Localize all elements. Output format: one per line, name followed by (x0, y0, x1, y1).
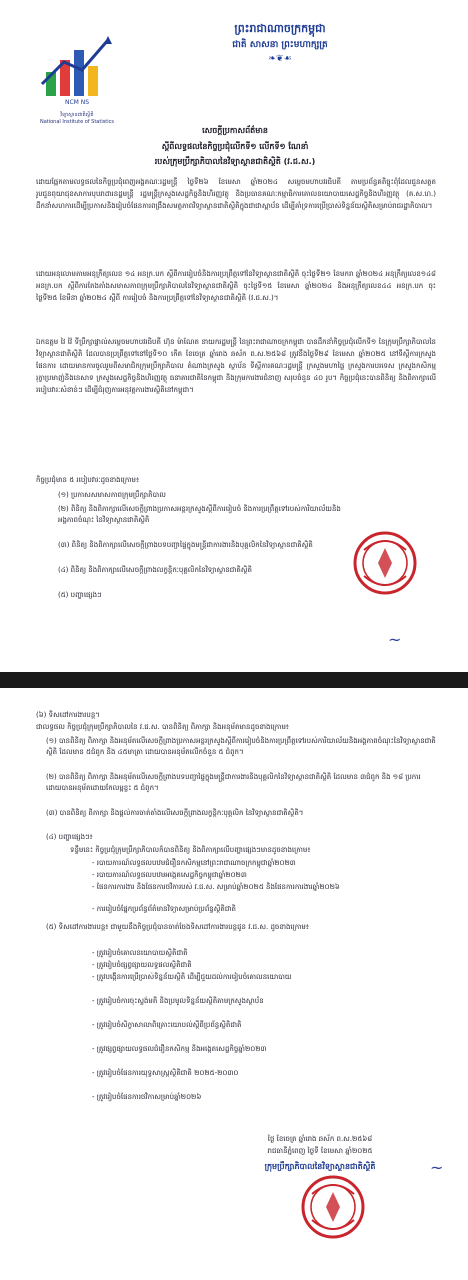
other-intro: ទន្ទឹមនេះ កិច្ចប្រជុំក្រុមប្រឹក្សាភិបាលក៏បានពិនិត្យ និងពិភាក្សាលើបញ្ហាផ្សេងៗមានដូចខាងក្រោម៖ (70, 846, 311, 854)
official-stamp (352, 530, 418, 596)
direction-item: - ត្រូវរៀបចំផ្សព្វផ្សាយលទ្ធផលស្ថិតិជាតិ (92, 961, 192, 969)
date-lunar: ថ្ងៃ ខែចេត្រ ឆ្នាំរោង ឆស័ក ព.ស.២៥៦៨ (267, 1135, 373, 1143)
agenda-item-6: (៦) ទិសដៅការងារបន្ត។ (36, 711, 100, 719)
direction-item: - ត្រូវរៀបចំផែនការយុទ្ធសាស្ត្រស្ថិតិជាតិ ២០២៥-២០៣០ (92, 1069, 239, 1077)
agenda-item: (៥) បញ្ហាផ្សេងៗ (58, 591, 102, 599)
document-title: សេចក្ដីប្រកាសព័ត៌មាន (202, 126, 268, 135)
other-item: - របាយការណ៍លទ្ធផលបឋមអង្កេតសេដ្ឋកិច្ចកម្ពុជាឆ្នាំ២០២៣ (92, 871, 247, 879)
agenda-item: (២) ពិនិត្យ និងពិភាក្សាលើសេចក្ដីព្រាងប្រកាសអន្តរក្រសួងស្ដីពីការរៀបចំ និងការប្រព្រឹត្តទៅរបស់ការិយាល័យនិងអង្គភាពចំណុះ នៃវិទ្យាស្ថានជាតិស្ថិតិ (58, 505, 341, 524)
agenda-item: (១) ប្រកាសសមាសភាពក្រុមប្រឹក្សាភិបាល (58, 491, 166, 499)
official-stamp (300, 1174, 366, 1240)
kingdom-title: ព្រះរាជាណាចក្រកម្ពុជា (234, 22, 326, 35)
document-subtitle-2: របស់ក្រុមប្រឹក្សាភិបាលនៃវិទ្យាស្ថានជាតិស្ថិតិ (វ.ជ.ស.) (154, 157, 316, 166)
outcome-item: (៣) បានពិនិត្យ ពិភាក្សា និងផ្ដល់ការចាត់តាំងលើសេចក្ដីព្រាងលក្ខន្តិកៈបុគ្គលិក នៃវិទ្យាស្ថានជាតិស្ថិតិ។ (46, 809, 304, 817)
signature-mark: ~ (388, 630, 402, 649)
kingdom-header (135, 20, 425, 66)
paragraph-1: ដោយផ្អែកតាមលទ្ធផលនៃកិច្ចប្រជុំពេញអង្គគណៈរដ្ឋមន្ត្រី ថ្ងៃទី២៦ ខែមេសា ឆ្នាំ២០២៤ សម្ដេចមហាបវរធិបតី តាមប្រព័ន្ធគតិច្ចុះពុំដែលជួនសត្ថតរូបជួនពុយាជុខសាការបុបរាដារនដ្ឋមន្ត្រី រដ្ឋមន្ត្រីក្រសួងសេដ្ឋកិច្ចនិងហិរញ្ញវត្ថុ និងប្រធានគណៈកម្មាធិការគោលនយោបាយសេដ្ឋកិច្ចនិងហិរញ្ញវត្ថុ (គ.ស.ហ.) ដឹកនាំសហការដើម្បីប្រកាសនិងរៀបចំផែនការពង្រឹងសមត្ថភាពវិទ្យាស្ថានជាតិស្ថិតិក្នុងជាជាស្ពាប័ន ដើម្បីគាំទ្រការប្រើប្រាស់ទិន្នន័យស្ថិតិសម្រាប់រាជរដ្ឋាភិបាល។ (36, 178, 436, 210)
date-solar: រាជធានីភ្នំពេញ ថ្ងៃទី ខែមេសា ឆ្នាំ២០២៥ (267, 1147, 373, 1155)
paragraph-3: ឯកឧត្តម វៃ វ៉ៃ ទីប្រឹក្សាផ្ទាល់សម្ដេចមហាបវរធិបតី ហ៊ុន ម៉ាណែត នាយករដ្ឋមន្ត្រី នៃព្រះរាជាណាចក្រកម្ពុជា បានដឹកនាំកិច្ចប្រជុំលើកទី១ នៃក្រុមប្រឹក្សាភិបាលនៃវិទ្យាស្ថានជាតិស្ថិតិ ដែលបានប្រព្រឹត្តទៅនៅថ្ងៃទី១០ កើត ខែចេត្រ ឆ្នាំរោង ឆស័ក ព.ស.២៥៦៨ ត្រូវនឹងថ្ងៃទី២៩ ខែមេសា ឆ្នាំ២០២៥ នៅទីស្ដីការក្រសួងផែនការ ដោយមានការចូលរួមពីសមាជិកក្រុមប្រឹក្សាភិបាល តំណាងក្រសួង ស្ថាប័ន ទីស្ដីការគណៈរដ្ឋមន្ត្រី ក្រសួងមហាផ្ទៃ ក្រសួងការបរទេស ក្រសួងកសិកម្ម រុក្ខាប្រមាញ់និងនេសាទ ក្រសួងសេដ្ឋកិច្ចនិងហិរញ្ញវត្ថុ ធនាគារជាតិនៃកម្ពុជា និងក្រុមការងារជំនាញ សរុបចំនួន ៤០ រូប។ កិច្ចប្រជុំនេះបានពិនិត្យ និងពិភាក្សាលើរបៀបវារៈសំខាន់ៗ ដើម្បីជំរុញការអនុវត្តការងារស្ថិតិនៅកម្ពុជា។ (36, 338, 436, 394)
agenda-intro: កិច្ចប្រជុំមាន ៥ របៀបវារៈដូចខាងក្រោម៖ (36, 476, 140, 484)
document-subtitle-1: ស្ដីពីលទ្ធផលនៃកិច្ចប្រជុំលើកទី១ លើកទី១ ណែនាំ (161, 142, 309, 151)
direction-item: - ត្រូវរៀបចំសិក្ខាសាលាពិគ្រោះយោបល់ស្ដីពីប្រព័ន្ធស្ថិតិជាតិ (92, 1021, 242, 1029)
other-item: - ការរៀបចំផ្នែកប្រព័ន្ធព័ត៌មានវិទ្យាសម្រាប់ប្រព័ន្ធស្ថិតិជាតិ (92, 905, 236, 913)
direction-item: - ត្រូវរៀបចំគោលនយោបាយស្ថិតិជាតិ (92, 949, 188, 957)
page-separator (0, 672, 468, 688)
nis-logo (38, 32, 116, 108)
signature-mark: ~ (430, 1158, 444, 1177)
logo-letters: NCM NS (64, 99, 90, 106)
national-motto: ជាតិ សាសនា ព្រះមហាក្សត្រ (232, 40, 328, 50)
direction-item: - ត្រូវរៀបចំការចុះស្ទង់មតិ និងប្រមូលទិន្នន័យស្ថិតិតាមក្រសួងស្ថាប័ន (92, 997, 264, 1005)
other-item: - ផែនការការងារ និងផែនការថវិការបស់ វ.ជ.ស. សម្រាប់ឆ្នាំ២០២៥ និងផែនការការងារឆ្នាំ២០២៦ (92, 883, 340, 891)
outcome-item: (២) បានពិនិត្យ ពិភាក្សា និងអនុម័តលើសេចក្ដីព្រាងបទបញ្ជាផ្ទៃក្នុងមន្ត្រីជាការងារនិងបុគ្គលិកនៃវិទ្យាស្ថានជាតិស្ថិតិ ដែលមាន ៣ជំពូក និង ១៨ ប្រការ ដោយបានអនុម័តដោយកែលម្អខ្លះ ៥ ជំពូក។ (46, 773, 421, 792)
directions-intro: (៥) ទិសដៅការងារបន្ត៖ ជាមួយនឹងកិច្ចប្រជុំបានចាត់ចែងទិសដៅការងារបន្តជូន វ.ជ.ស. ដូចខាងក្រោម៖ (46, 923, 309, 931)
document-page-2 (0, 688, 468, 1280)
logo-caption-en: National Institute of Statistics (39, 119, 115, 125)
agenda-item: (៣) ពិនិត្យ និងពិភាក្សាលើសេចក្ដីព្រាងបទបញ្ជាផ្ទៃក្នុងមន្ត្រីជាការងារនិងបុគ្គលិកនៃវិទ្យាស្ថានជាតិស្ថិតិ (58, 541, 313, 549)
direction-item: - ត្រូវរៀបចំផែនការថវិកាសម្រាប់ឆ្នាំ២០២៦ (92, 1093, 202, 1101)
signatory-title: ក្រុមប្រឹក្សាភិបាលនៃវិទ្យាស្ថានជាតិស្ថិតិ (264, 1162, 376, 1171)
other-item: - របាយការណ៍លទ្ធផលបឋមជំរឿនកសិកម្មនៅព្រះរាជាណាចក្រកម្ពុជាឆ្នាំ២០២៣ (92, 859, 296, 867)
paragraph-2: ដោយអនុលោមតាមអនុក្រឹត្យលេខ ១៤ អនក្រ.បក ស្ដីពីការរៀបចំនិងការប្រព្រឹត្តទៅនៃវិទ្យាស្ថានជាតិស្ថិតិ ចុះថ្ងៃទី២១ ខែមករា ឆ្នាំ២០២៤ អនុក្រឹត្យលេខ១៤៨ អនក្រ.បក ស្ដីពីការតែងតាំងសមាសភាពក្រុមប្រឹក្សាភិបាលនៃវិទ្យាស្ថានជាតិស្ថិតិ ចុះថ្ងៃទី១៥ ខែមេសា ឆ្នាំ២០២៤ និងអនុក្រឹត្យលេខ៤៤ អនក្រ.បក ចុះថ្ងៃទី២៥ ខែមីនា ឆ្នាំ២០២៤ ស្ដីពី ការរៀបចំ និងការប្រព្រឹត្តទៅនៃវិទ្យាស្ថានជាតិស្ថិតិ (វ.ជ.ស.)។ (36, 270, 436, 302)
direction-item: - ត្រូវបង្កើនការប្រើប្រាស់ទិន្នន័យស្ថិតិ ដើម្បីជួយដល់ការរៀបចំគោលនយោបាយ (92, 973, 292, 981)
ornament-divider: ❧❦☙ (268, 54, 292, 64)
outcome-item: (៤) បញ្ហាផ្សេងៗ៖ (46, 833, 93, 841)
outcome-item: (១) បានពិនិត្យ ពិភាក្សា និងអនុម័តលើសេចក្ដីព្រាងប្រកាសអន្តរក្រសួងស្ដីពីការរៀបចំនិងការប្រព្រឹត្តទៅរបស់ការិយាល័យនិងអង្គភាពចំណុះនៃវិទ្យាស្ថានជាតិស្ថិតិ ដែលមាន ៥ជំពូក និង ៤៥មាត្រា ដោយបានអនុម័តលើកចំនួន ៥ ជំពូក។ (46, 737, 436, 756)
logo-caption-kh: វិទ្យាស្ថានជាតិស្ថិតិ (60, 112, 94, 118)
agenda-item: (៤) ពិនិត្យ និងពិភាក្សាលើសេចក្ដីព្រាងលក្ខន្តិកៈបុគ្គលិកនៃវិទ្យាស្ថានជាតិស្ថិតិ (58, 566, 252, 574)
direction-item: - ត្រូវផ្សព្វផ្សាយលទ្ធផលជំរឿនកសិកម្ម និងអង្កេតសេដ្ឋកិច្ចឆ្នាំ២០២៣ (92, 1045, 267, 1053)
outcome-intro: ជាលទ្ធផល កិច្ចប្រជុំក្រុមប្រឹក្សាភិបាលនៃ វ.ជ.ស. បានពិនិត្យ ពិភាក្សា និងអនុម័តមានដូចខាងក្រោម៖ (36, 723, 289, 731)
